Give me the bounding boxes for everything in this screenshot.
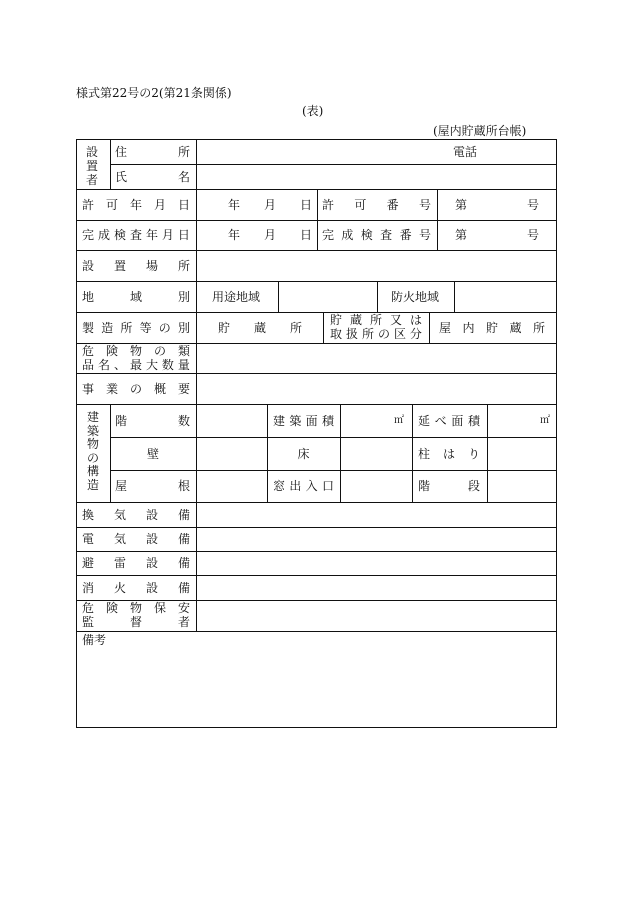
permit-date-value: 年 月 日	[228, 197, 312, 212]
fire-equipment-label: 消 火 設 備	[82, 580, 190, 595]
hazard-label-line2: 品 名 、 最 大 数 量	[82, 358, 190, 372]
col-divider	[278, 281, 279, 312]
building-area-unit: ㎡	[394, 414, 404, 426]
phone-label: 電話	[453, 144, 478, 159]
col-divider	[196, 139, 197, 631]
facility-value: 貯 蔵 所	[218, 320, 302, 335]
col-divider	[317, 189, 318, 250]
window-door-label: 窓 出 入 口	[273, 479, 334, 493]
completion-number-value: 第 号	[455, 228, 539, 242]
col-divider	[110, 139, 111, 189]
floor-label: 床	[297, 446, 310, 461]
ventilation-label: 換 気 設 備	[82, 507, 190, 522]
electrical-label: 電 気 設 備	[82, 532, 190, 546]
completion-date-value: 年 月 日	[228, 228, 312, 242]
col-divider	[377, 281, 378, 312]
area-label: 地 域 別	[82, 289, 190, 304]
class-label-line1: 貯 蔵 所 又 は	[330, 313, 422, 327]
building-structure-label: 建 築 物 の 構 造	[86, 410, 99, 492]
col-divider	[429, 312, 430, 343]
permit-date-label: 許 可 年 月 日	[82, 197, 190, 212]
installer-label: 設 置 者	[85, 145, 98, 187]
supervisor-label-line1: 危 険 物 保 安	[82, 601, 190, 615]
supervisor-label-line2: 監 督 者	[82, 615, 190, 629]
hazard-label-line1: 危 険 物 の 類	[82, 344, 190, 358]
col-divider	[454, 281, 455, 312]
pillar-beam-label: 柱 は り	[418, 446, 480, 461]
class-value: 屋 内 貯 蔵 所	[439, 320, 545, 335]
business-label: 事 業 の 概 要	[82, 381, 190, 396]
col-divider	[487, 404, 488, 502]
completion-number-label: 完 成 検 査 番 号	[322, 228, 431, 242]
wall-label: 壁	[146, 446, 159, 461]
col-divider	[340, 404, 341, 502]
form-number: 様式第22号の2(第21条関係)	[76, 86, 232, 100]
roof-label: 屋 根	[115, 479, 190, 493]
floor-area-unit: ㎡	[540, 414, 550, 426]
ledger-title: (屋内貯蔵所台帳)	[433, 124, 527, 138]
side-label: (表)	[302, 104, 324, 118]
completion-date-label: 完 成 検 査 年 月 日	[82, 228, 190, 242]
floors-label: 階 数	[115, 413, 190, 428]
col-divider	[437, 189, 438, 250]
stairs-label: 階 段	[418, 479, 480, 493]
lightning-protection-label: 避 雷 設 備	[82, 556, 190, 570]
fire-zone-label: 防火地域	[391, 289, 440, 304]
permit-number-value: 第 号	[455, 197, 539, 212]
name-label: 氏 名	[115, 169, 190, 184]
permit-number-label: 許 可 番 号	[322, 197, 431, 212]
col-divider	[323, 312, 324, 343]
location-label: 設 置 場 所	[82, 258, 190, 273]
class-label-line2: 取 扱 所 の 区 分	[330, 327, 422, 341]
floor-area-label: 延 べ 面 積	[418, 413, 480, 428]
remarks-label: 備考	[82, 633, 107, 647]
col-divider	[412, 404, 413, 502]
address-label: 住 所	[115, 144, 190, 159]
use-zone-label: 用途地域	[212, 289, 261, 304]
building-area-label: 建 築 面 積	[273, 413, 334, 428]
facility-label: 製 造 所 等 の 別	[82, 320, 190, 335]
row-divider	[76, 631, 557, 632]
